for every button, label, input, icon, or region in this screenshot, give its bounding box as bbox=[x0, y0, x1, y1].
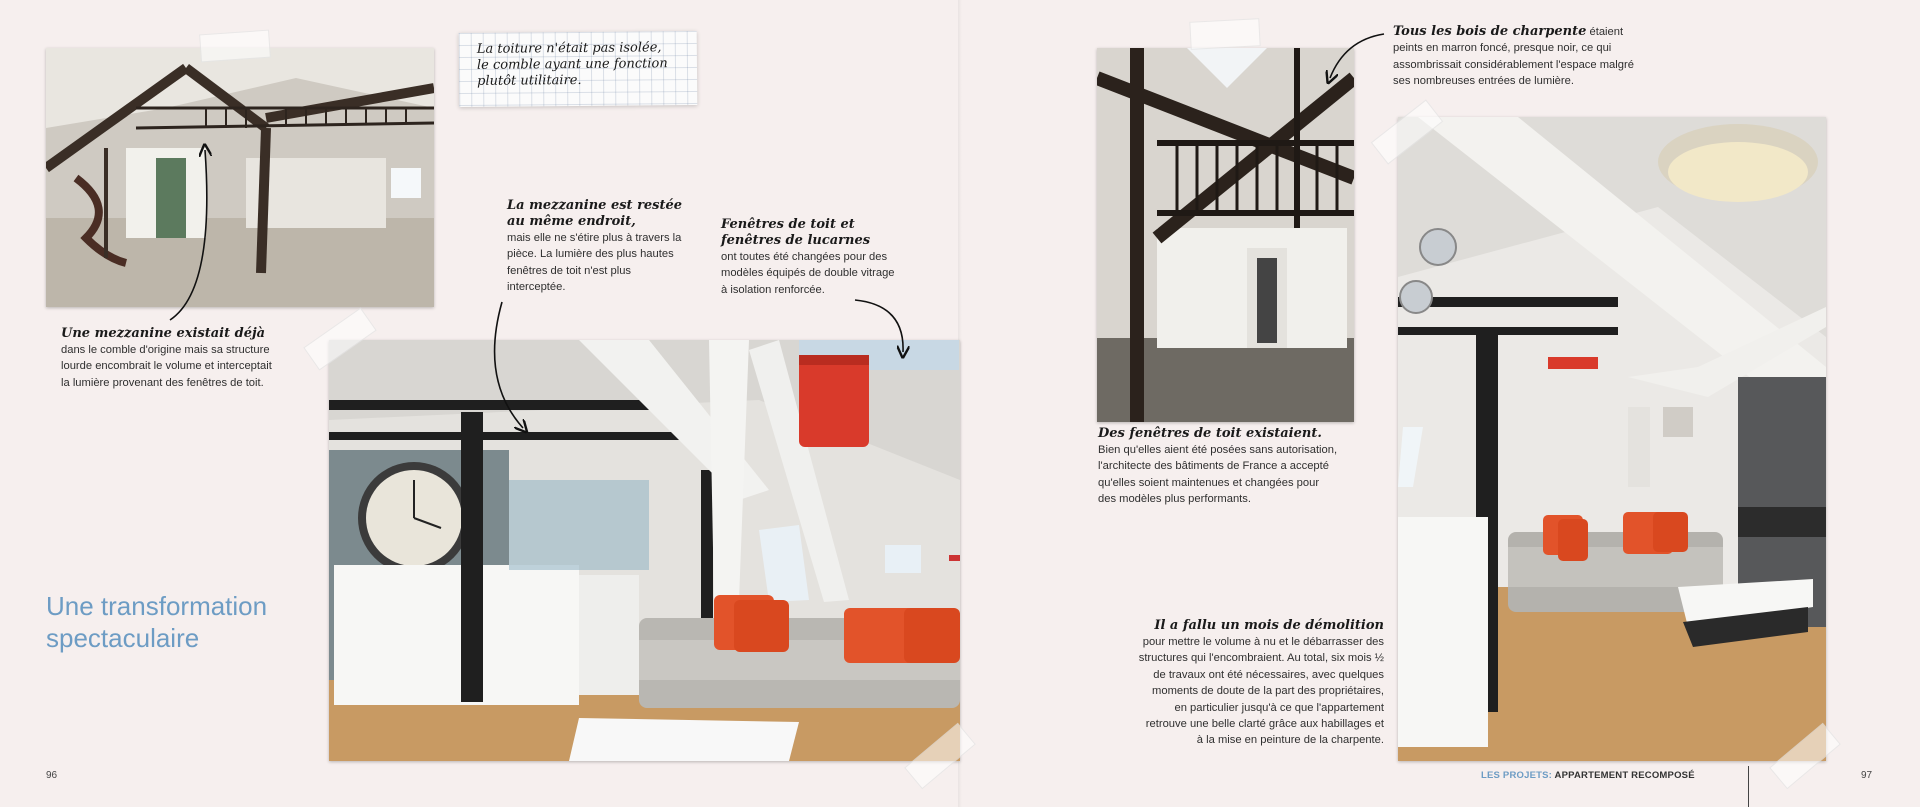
caption-beams bbox=[1393, 24, 1643, 90]
caption-body: dans le comble d'origine mais sa structure lourde encombrait le volume et interceptait la lumière provenant des fenêtres de toit. bbox=[61, 344, 272, 389]
page-title bbox=[46, 590, 346, 654]
page-number-left: 96 bbox=[46, 770, 58, 781]
caption-body: pour mettre le volume à nu et le débarrasser des structures qui l'encombraient. Au total, six mois ½ de travaux ont été nécessaires, avec quelques moments de doute de la part des propriétaires, en particulier jusqu'à ce que l'appartement retrouve une belle clarté grâce aux habillages et à la mise en peinture de la charpente. bbox=[1138, 636, 1384, 747]
running-head-section: LES PROJETS: bbox=[1481, 770, 1553, 781]
title-line-2: spectaculaire bbox=[46, 623, 200, 653]
dark-beams-illustration bbox=[1097, 48, 1354, 422]
running-head bbox=[1481, 770, 1695, 781]
note-line-3: plutôt utilitaire. bbox=[477, 72, 582, 89]
caption-skylights bbox=[1098, 426, 1338, 508]
caption-body: mais elle ne s'étire plus à travers la pièce. La lumière des plus hautes fenêtres de toit n'est plus interceptée. bbox=[507, 232, 682, 294]
caption-heading: Il a fallu un mois de démolition bbox=[1154, 618, 1384, 633]
caption-text bbox=[1393, 24, 1643, 90]
running-head-title: APPARTEMENT RECOMPOSÉ bbox=[1554, 770, 1695, 781]
caption-demolition bbox=[1138, 618, 1384, 749]
photo-dark-beams bbox=[1097, 48, 1354, 422]
caption-heading-2: au même endroit, bbox=[507, 214, 636, 229]
living-room-illustration bbox=[329, 340, 960, 761]
caption-body: ont toutes été changées pour des modèles équipés de double vitrage à isolation renforcée. bbox=[721, 251, 895, 296]
caption-heading: Une mezzanine existait déjà bbox=[61, 326, 266, 341]
old-attic-illustration bbox=[46, 48, 434, 307]
caption-windows bbox=[721, 217, 901, 298]
caption-heading: Tous les bois de charpente bbox=[1393, 24, 1587, 39]
caption-mezzanine-old bbox=[61, 326, 281, 391]
note-line-1: La toiture n'était pas isolée, bbox=[476, 40, 662, 57]
note-line-2: le comble ayant une fonction bbox=[476, 56, 668, 73]
tape-strip bbox=[199, 30, 271, 63]
caption-body: étaient peints en marron foncé, presque noir, ce qui assombrissait considérablement l'espace malgré ses nombreuses entrées de lumière. bbox=[1393, 26, 1634, 88]
caption-body: Bien qu'elles aient été posées sans autorisation, l'architecte des bâtiments de France a accepté qu'elles soient maintenues et changées pour des modèles plus performants. bbox=[1098, 444, 1338, 506]
caption-mezzanine-same bbox=[507, 198, 692, 296]
note-card bbox=[459, 31, 698, 107]
page-number-right: 97 bbox=[1861, 770, 1873, 781]
caption-heading-1: La mezzanine est restée bbox=[507, 198, 683, 213]
photo-white-beams bbox=[1398, 117, 1826, 761]
tape-strip bbox=[1189, 18, 1260, 50]
white-beams-illustration bbox=[1398, 117, 1826, 761]
divider bbox=[1748, 766, 1749, 807]
caption-heading-2: fenêtres de lucarnes bbox=[721, 233, 871, 248]
title-line-1: Une transformation bbox=[46, 591, 268, 621]
photo-old-attic bbox=[46, 48, 434, 307]
photo-living-room bbox=[329, 340, 960, 761]
caption-heading-1: Fenêtres de toit et bbox=[721, 217, 855, 232]
caption-heading: Des fenêtres de toit existaient. bbox=[1098, 426, 1322, 441]
